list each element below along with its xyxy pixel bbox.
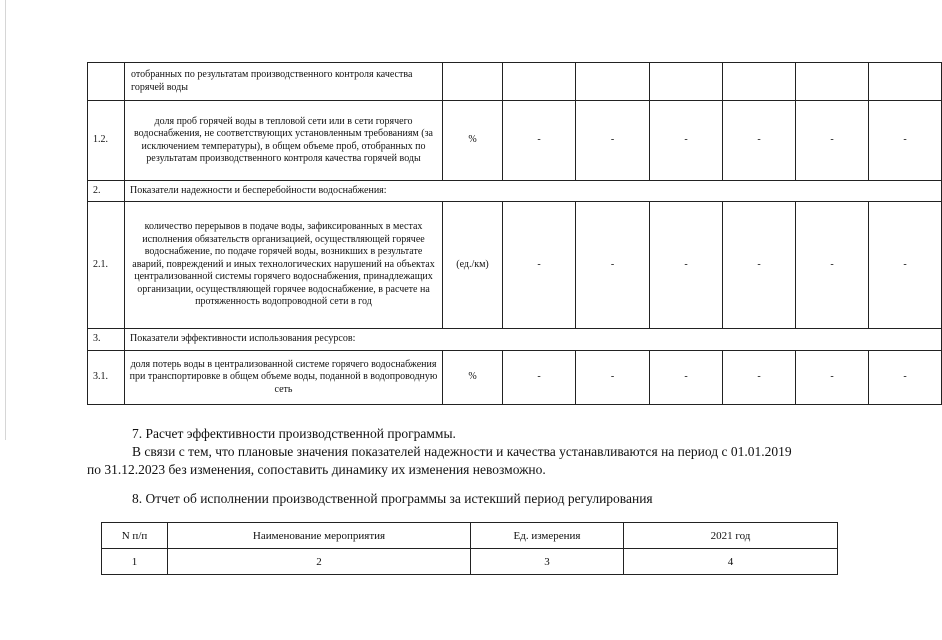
indicator-description: доля проб горячей воды в тепловой сети или в сети горячего водоснабжения, не соответствующих установленным требованиям (за исключением температуры), в общем объеме проб, отобранных по результатам производственного контроля качества горячей воды <box>125 101 443 181</box>
section7-text-line2: по 31.12.2023 без изменения, сопоставить динамику их изменения невозможно. <box>87 462 546 477</box>
value-cell: - <box>723 202 796 329</box>
indicator-description: отобранных по результатам производственного контроля качества горячей воды <box>125 63 443 101</box>
indicator-row <box>88 202 942 329</box>
value-cell: - <box>650 101 723 181</box>
value-cell: - <box>796 202 869 329</box>
row-number: 3. <box>88 329 125 351</box>
indicator-description: доля потерь воды в централизованной системе горячего водоснабжения при транспортировке в общем объеме воды, поданной в водопроводную сеть <box>125 351 443 405</box>
value-cell: - <box>869 202 942 329</box>
value-cell <box>503 63 576 101</box>
report-cell: 2 <box>168 549 471 575</box>
report-table <box>101 522 838 575</box>
row-number <box>88 63 125 101</box>
unit-cell <box>443 63 503 101</box>
unit-cell: % <box>443 101 503 181</box>
value-cell <box>723 63 796 101</box>
report-cell: 3 <box>471 549 624 575</box>
value-cell: - <box>576 101 650 181</box>
value-cell: - <box>650 202 723 329</box>
value-cell <box>796 63 869 101</box>
report-header-cell: Наименование мероприятия <box>168 523 471 549</box>
section-title: Показатели эффективности использования ресурсов: <box>125 329 942 351</box>
page-edge-line <box>5 0 6 440</box>
report-row <box>102 549 838 575</box>
section7-text-line1: В связи с тем, что плановые значения показателей надежности и качества устанавливаются на период с 01.01.2019 <box>132 444 792 459</box>
report-cell: 1 <box>102 549 168 575</box>
row-number: 2. <box>88 181 125 202</box>
section8-heading: 8. Отчет об исполнении производственной программы за истекший период регулирования <box>132 491 653 506</box>
value-cell: - <box>723 351 796 405</box>
section-row <box>88 329 942 351</box>
section-title: Показатели надежности и бесперебойности водоснабжения: <box>125 181 942 202</box>
value-cell: - <box>650 351 723 405</box>
report-header-cell: N п/п <box>102 523 168 549</box>
report-header-row <box>102 523 838 549</box>
indicators-table <box>87 62 942 405</box>
row-number: 1.2. <box>88 101 125 181</box>
value-cell <box>869 63 942 101</box>
row-number: 3.1. <box>88 351 125 405</box>
value-cell: - <box>869 351 942 405</box>
value-cell: - <box>503 202 576 329</box>
section-row <box>88 181 942 202</box>
report-header-cell: Ед. измерения <box>471 523 624 549</box>
value-cell: - <box>503 351 576 405</box>
value-cell <box>650 63 723 101</box>
row-number: 2.1. <box>88 202 125 329</box>
unit-cell: % <box>443 351 503 405</box>
value-cell: - <box>796 351 869 405</box>
indicator-row <box>88 101 942 181</box>
report-header-cell: 2021 год <box>624 523 838 549</box>
indicator-description: количество перерывов в подаче воды, зафиксированных в местах исполнения обязательств организацией, осуществляющей горячее водоснабжение, по подаче горячей воды, возникших в результате аварий, повреждений и иных технологических нарушений на объектах централизованной системы горячего водоснабжения, принадлежащих организации, осуществляющей горячее водоснабжение, в расчете на протяженность водопроводной сети в год <box>125 202 443 329</box>
report-cell: 4 <box>624 549 838 575</box>
indicator-row <box>88 351 942 405</box>
value-cell <box>576 63 650 101</box>
unit-cell: (ед./км) <box>443 202 503 329</box>
value-cell: - <box>796 101 869 181</box>
indicator-row <box>88 63 942 101</box>
value-cell: - <box>723 101 796 181</box>
section7-heading: 7. Расчет эффективности производственной программы. <box>132 426 456 441</box>
value-cell: - <box>576 351 650 405</box>
value-cell: - <box>576 202 650 329</box>
value-cell: - <box>503 101 576 181</box>
value-cell: - <box>869 101 942 181</box>
